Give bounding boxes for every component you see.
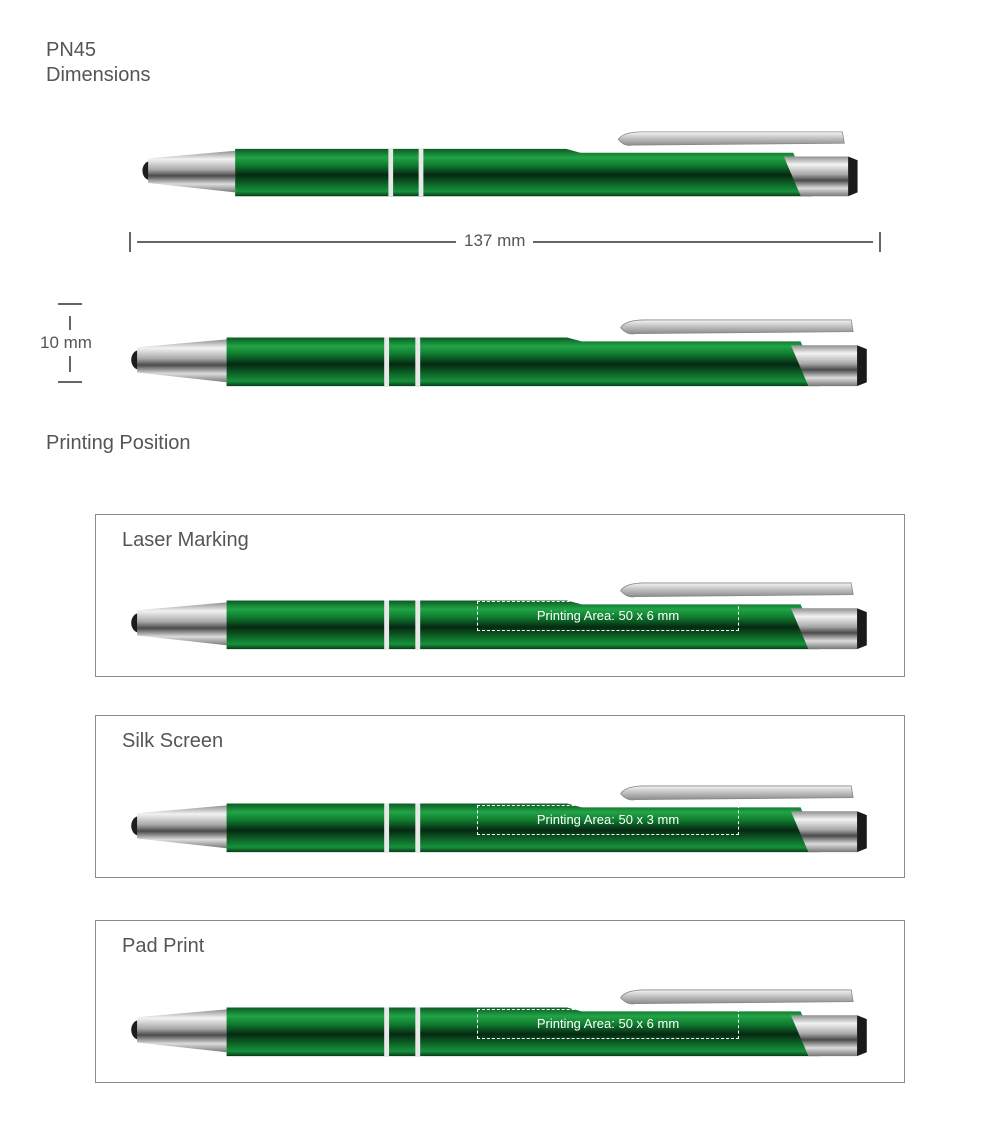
method-title: Laser Marking — [122, 529, 249, 551]
printing-position-heading: Printing Position — [46, 432, 191, 454]
length-dim-tick-left — [129, 232, 131, 252]
diameter-label: 10 mm — [40, 333, 92, 352]
method-card-silk-screen — [95, 715, 905, 878]
product-code: PN45 — [46, 39, 97, 61]
diameter-dim-tick-bottom — [58, 381, 82, 383]
dimensions-heading: Dimensions — [46, 64, 151, 86]
method-card-laser-marking — [95, 514, 905, 677]
method-title: Silk Screen — [122, 730, 224, 752]
length-label: 137 mm — [456, 231, 533, 251]
printing-area-box: Printing Area: 50 x 6 mm — [477, 601, 739, 631]
diameter-dim-line-bottom — [69, 356, 71, 372]
pen-image-diameter — [118, 318, 880, 390]
printing-area-box: Printing Area: 50 x 3 mm — [477, 805, 739, 835]
length-dim-tick-right — [879, 232, 881, 252]
method-title: Pad Print — [122, 935, 205, 957]
method-card-pad-print — [95, 920, 905, 1083]
diameter-dim-tick-top — [58, 303, 82, 305]
pen-image-length — [120, 130, 880, 200]
diameter-dim-line-top — [69, 316, 71, 330]
printing-area-box: Printing Area: 50 x 6 mm — [477, 1009, 739, 1039]
